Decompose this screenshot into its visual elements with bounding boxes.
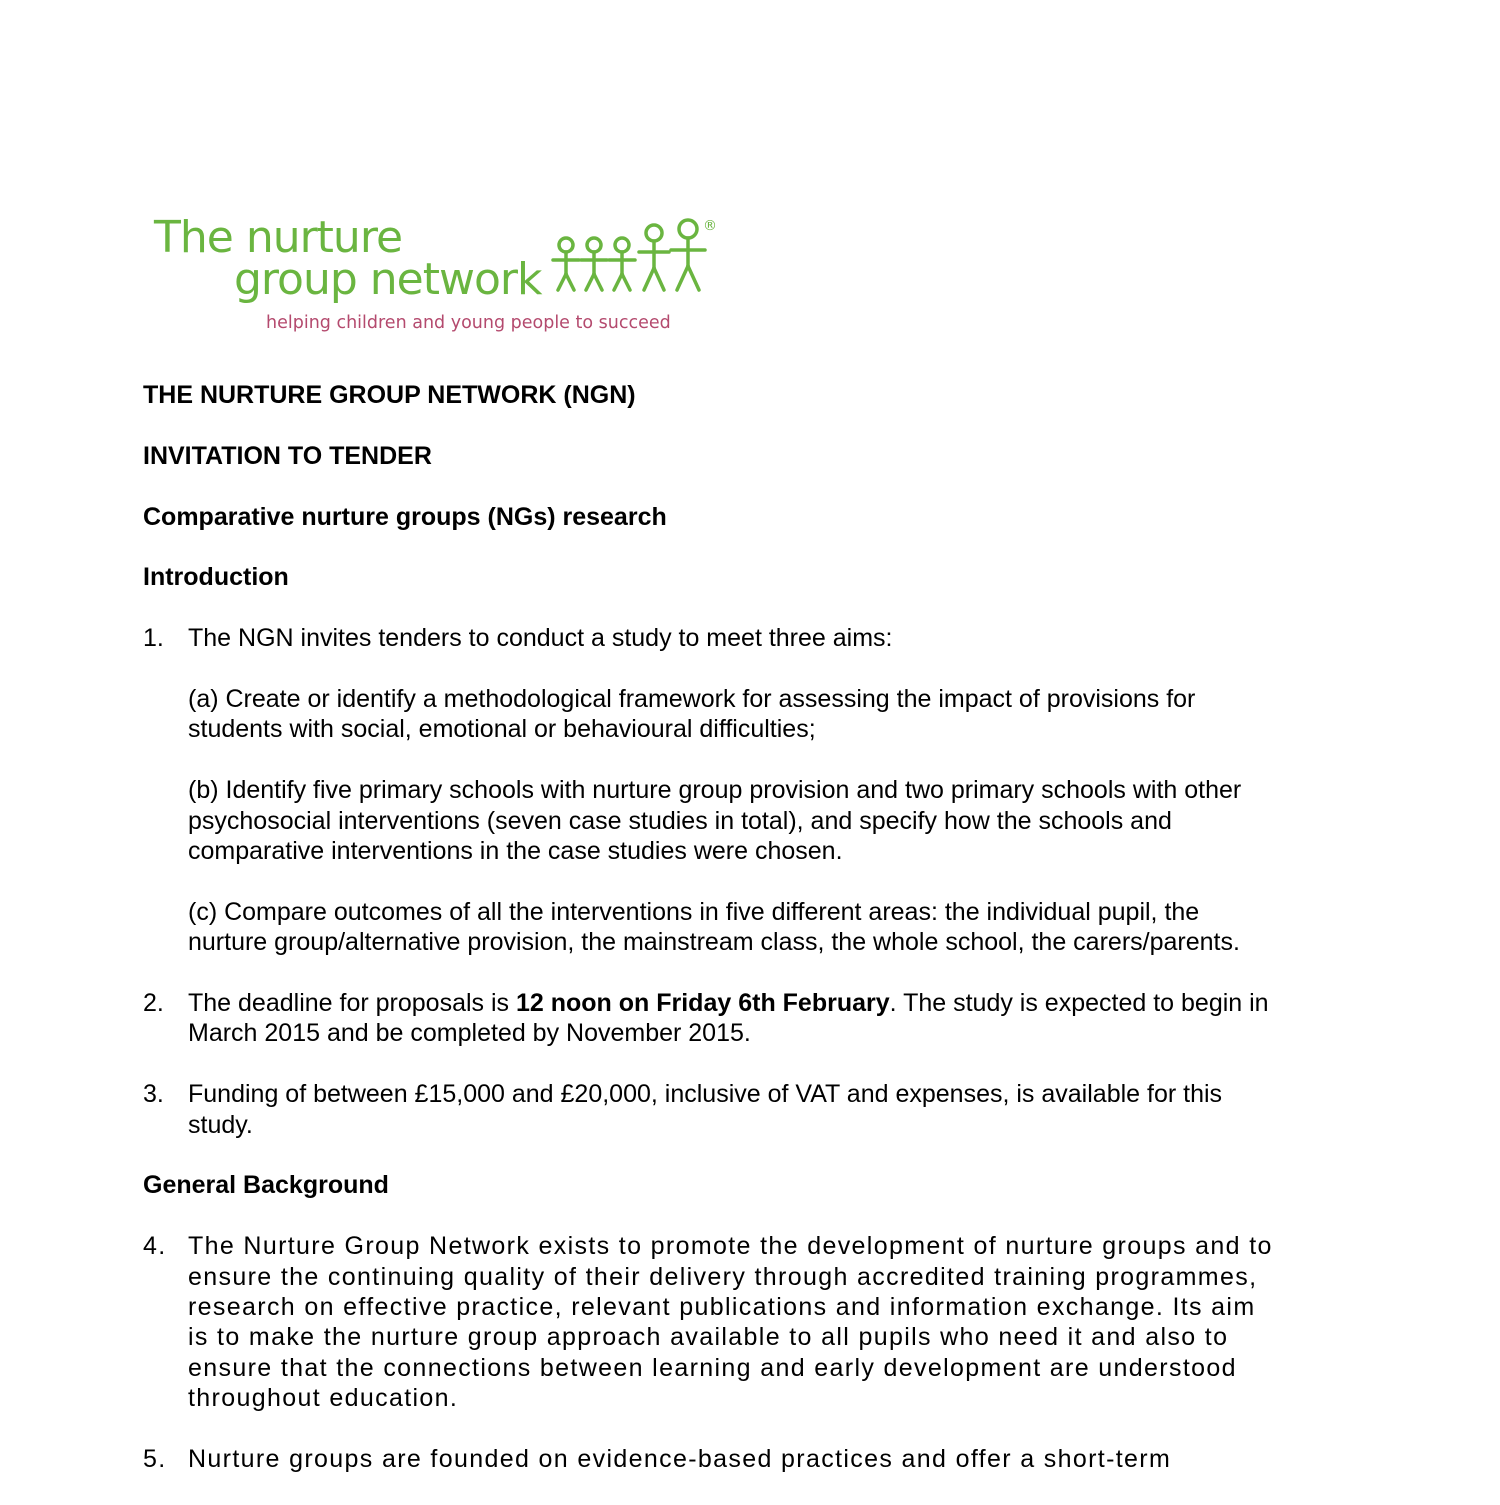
aim-a: (a) Create or identify a methodological framework for assessing the impact of provisions for students with social, emotional or behavioural difficulties; — [188, 684, 1196, 744]
paragraph-text: The NGN invites tenders to conduct a study to meet three aims: — [188, 624, 893, 653]
deadline-emphasis: 12 noon on Friday 6th February — [515, 988, 890, 1017]
numbered-paragraph-1 — [143, 623, 1283, 653]
registered-mark: ® — [703, 218, 717, 234]
paragraph-text-start: The deadline for proposals is — [188, 988, 516, 1017]
numbered-paragraph-5 — [143, 1444, 1283, 1474]
aim-b: (b) Identify five primary schools with nurture group provision and two primary schools with other psychosocial interventions (seven case studies in total), and specify how the schools and comparative interventions in the case studies were chosen. — [188, 776, 1242, 865]
aim-c: (c) Compare outcomes of all the interventions in five different areas: the individual pupil, the nurture group/alternative provision, the mainstream class, the whole school, the carers/parents. — [188, 897, 1240, 957]
introduction-heading: Introduction — [143, 563, 289, 592]
logo-line-1: The nurture — [154, 212, 403, 263]
stick-figure-icon — [639, 225, 669, 290]
paragraph-text: Nurture groups are founded on evidence-based practices and offer a short-term — [188, 1444, 1172, 1473]
invitation-heading: INVITATION TO TENDER — [143, 441, 432, 470]
ngn-logo — [150, 200, 730, 340]
paragraph-text: The Nurture Group Network exists to promote the development of nurture groups and to ensure the continuing quality of their delivery through accredited training programmes, research on effective practice, relevant publications and information exchange. Its aim is to make the nurture group approach available to all pupils who need it and also to ensure that the connections between learning and early development are understood throughout education. — [188, 1232, 1273, 1413]
stick-figure-icon — [609, 238, 635, 290]
paragraph-number: 3. — [143, 1080, 164, 1109]
paragraph-text: Funding of between £15,000 and £20,000, inclusive of VAT and expenses, is available for this study. — [188, 1080, 1223, 1139]
numbered-paragraph-3 — [143, 1079, 1283, 1140]
ngn-logo-graphic — [150, 200, 730, 340]
subject-heading: Comparative nurture groups (NGs) research — [143, 502, 667, 531]
paragraph-text-end: . The study is expected to begin in March 2015 and be completed by November 2015. — [188, 988, 1269, 1048]
paragraph-number: 4. — [143, 1232, 167, 1261]
paragraph-number: 2. — [143, 988, 164, 1017]
numbered-paragraph-2 — [143, 988, 1283, 1049]
logo-line-2: group network — [234, 254, 542, 305]
paragraph-number: 5. — [143, 1444, 167, 1473]
numbered-paragraph-4 — [143, 1231, 1283, 1413]
org-heading: THE NURTURE GROUP NETWORK (NGN) — [143, 381, 636, 409]
stick-figures-icon — [553, 220, 705, 290]
background-heading: General Background — [143, 1171, 389, 1200]
stick-figure-icon — [581, 238, 607, 290]
logo-tagline: helping children and young people to succeed — [266, 313, 671, 333]
paragraph-number: 1. — [143, 624, 164, 653]
document-body — [143, 380, 1283, 1505]
stick-figure-icon — [553, 238, 579, 290]
stick-figure-icon — [671, 220, 705, 290]
